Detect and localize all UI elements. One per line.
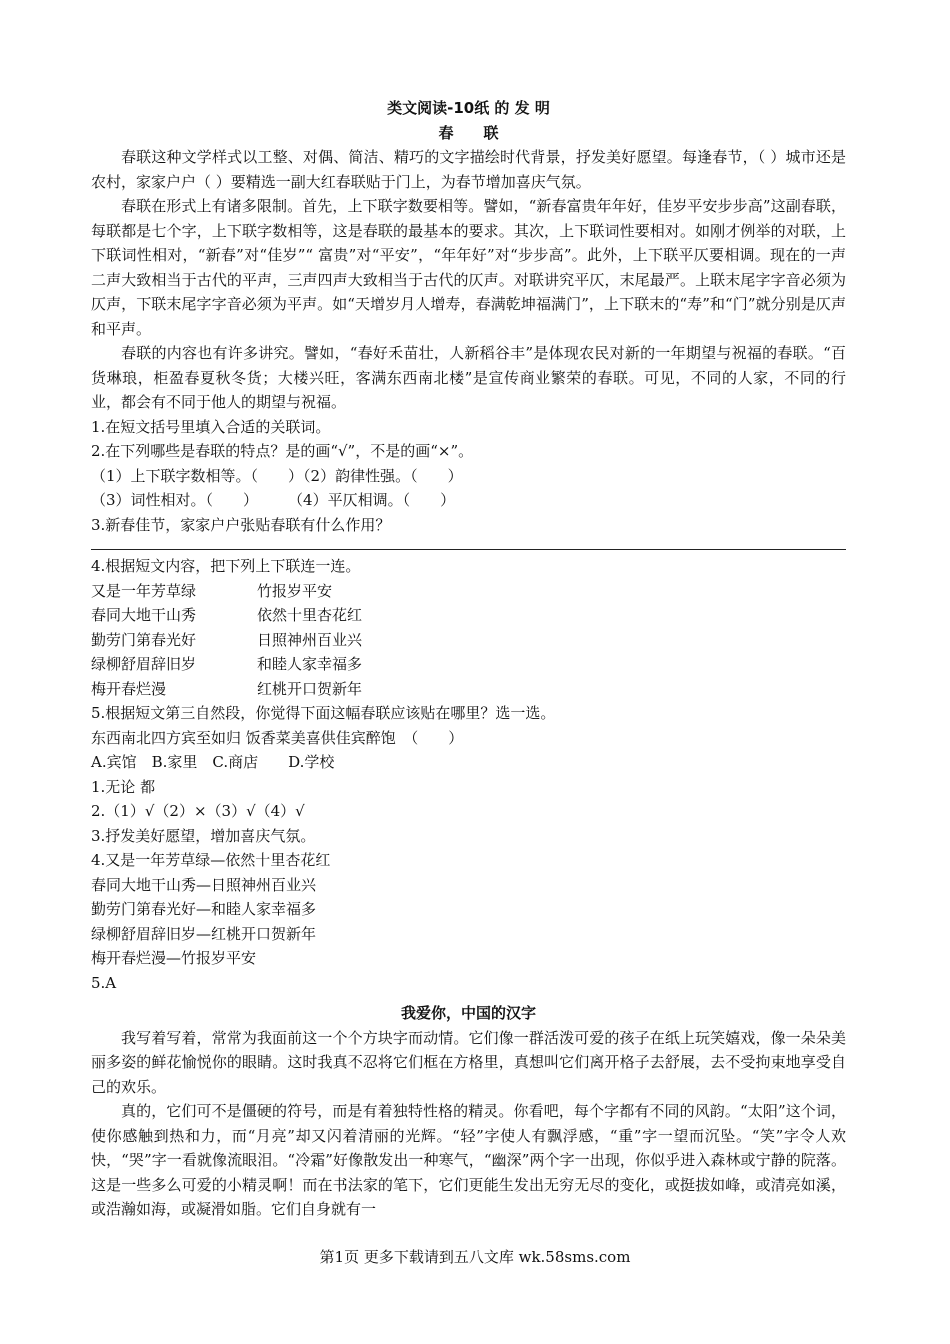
section-2-paragraph-1: 我写着写着，常常为我面前这一个个方块字而动情。它们像一群活泼可爱的孩子在纸上玩笑嬉戏，像一朵朵美丽多姿的鲜花愉悦你的眼睛。这时我真不忍将它们框在方格里，真想叫它们离开格子去舒展，去不受拘束地享受自己的欢乐。: [91, 1028, 846, 1096]
question-2-line-1: （1）上下联字数相等。（ ）（2）韵律性强。（ ）: [91, 466, 463, 485]
question-5-couplet: 东西南北四方宾至如归 饭香菜美喜供佳宾醉饱 （ ）: [91, 728, 464, 747]
couplet-left: 春同大地干山秀: [91, 606, 197, 624]
answer-item: 勤劳门第春光好—和睦人家幸福多: [91, 900, 317, 918]
paragraph-1: 春联这种文学样式以工整、对偶、简洁、精巧的文字描绘时代背景，抒发美好愿望。每逢春节，（ ）城市还是农村，家家户户（ ）要精选一副大红春联贴于门上，为春节增加喜庆气氛。: [91, 148, 846, 191]
answer-item: 1.无论 都: [91, 777, 156, 796]
couplet-right: 竹报岁平安: [257, 581, 333, 600]
question-2-line-2: （3）词性相对。（ ） （4）平仄相调。（ ）: [91, 491, 456, 509]
passage-title: 春联: [438, 123, 529, 142]
answer-item: 春同大地干山秀—日照神州百业兴: [91, 875, 317, 894]
couplet-left: 又是一年芳草绿: [91, 581, 197, 600]
couplet-left: 勤劳门第春光好: [91, 630, 197, 649]
couplet-pair: [91, 652, 846, 677]
answer-item: 3.抒发美好愿望，增加喜庆气氛。: [91, 826, 316, 845]
couplet-pair: [91, 677, 846, 702]
couplet-pair: [91, 579, 846, 604]
question-5: 5.根据短文第三自然段，你觉得下面这幅春联应该贴在哪里？选一选。: [91, 704, 556, 722]
answer-item: 2.（1）√（2）×（3）√（4）√: [91, 802, 305, 820]
document-page: [91, 96, 846, 1222]
question-1: 1.在短文括号里填入合适的关联词。: [91, 417, 331, 436]
section-2-title: 我爱你，中国的汉字: [400, 1004, 536, 1022]
page-footer: 第1页 更多下载请到五八文库 wk.58sms.com: [319, 1248, 631, 1266]
question-4: 4.根据短文内容，把下列上下联连一连。: [91, 557, 361, 575]
couplet-pairs: [91, 579, 846, 702]
answer-item: 5.A: [91, 973, 117, 992]
couplet-right: 依然十里杏花红: [257, 606, 363, 624]
couplet-left: 绿柳舒眉辞旧岁: [91, 655, 197, 673]
couplet-pair: [91, 603, 846, 628]
couplet-right: 红桃开口贺新年: [257, 679, 363, 698]
paragraph-2: 春联在形式上有诸多限制。首先，上下联字数要相等。譬如，“新春富贵年年好，佳岁平安步步高”这副春联，每联都是七个字，上下联字数相等，这是春联的最基本的要求。其次，上下联词性要相对。如刚才例举的对联，上下联词性相对，“新春”对“佳岁”“ 富贵”对“平安”，“年年好”对“步步高”。此外，上下联平仄要相调。现在的一声二声大致相当于古代的平声，三声四声大致相当于古代的仄声。对联讲究平仄，末尾最严。上联末尾字字音必须为仄声，下联末尾字字音必须为平声。如“天增岁月人增寿，春满乾坤福满门”，上下联末的“寿”和“门”就分别是仄声和平声。: [91, 197, 846, 338]
section-2-paragraph-2: 真的，它们可不是僵硬的符号，而是有着独特性格的精灵。你看吧，每个字都有不同的风韵。“太阳”这个词，使你感触到热和力，而“月亮”却又闪着清丽的光辉。“轻”字使人有飘浮感，“重”字一望而沉坠。“笑”字令人欢快，“哭”字一看就像流眼泪。“冷霜”好像散发出一种寒气，“幽深”两个字一出现，你似乎进入森林或宁静的院落。这是一些多么可爱的小精灵啊！而在书法家的笔下，它们更能生发出无穷无尽的变化，或挺拔如峰，或清亮如溪，或浩瀚如海，或凝滑如脂。它们自身就有一: [91, 1102, 846, 1218]
answer-key: [91, 775, 846, 996]
answer-item: 绿柳舒眉辞旧岁—红桃开口贺新年: [91, 924, 317, 943]
answer-item: 4.又是一年芳草绿—依然十里杏花红: [91, 851, 331, 869]
answer-line: [91, 549, 846, 550]
answer-item: 梅开春烂漫—竹报岁平安: [91, 949, 257, 967]
question-5-options: A.宾馆 B.家里 C.商店 D.学校: [91, 753, 335, 771]
document-title: 类文阅读-10纸 的 发 明: [387, 99, 550, 117]
question-3: 3.新春佳节，家家户户张贴春联有什么作用？: [91, 515, 391, 534]
question-2: 2.在下列哪些是春联的特点？是的画“√”，不是的画“×”。: [91, 442, 474, 460]
paragraph-3: 春联的内容也有许多讲究。譬如，“春好禾苗壮，人新稻谷丰”是体现农民对新的一年期望与祝福的春联。“百货琳琅，柜盈春夏秋冬货；大楼兴旺，客满东西南北楼”是宣传商业繁荣的春联。可见，不同的人家，不同的行业，都会有不同于他人的期望与祝福。: [91, 344, 846, 411]
couplet-pair: [91, 628, 846, 653]
couplet-left: 梅开春烂漫: [91, 679, 167, 698]
couplet-right: 和睦人家幸福多: [257, 655, 363, 673]
couplet-right: 日照神州百业兴: [257, 630, 363, 649]
